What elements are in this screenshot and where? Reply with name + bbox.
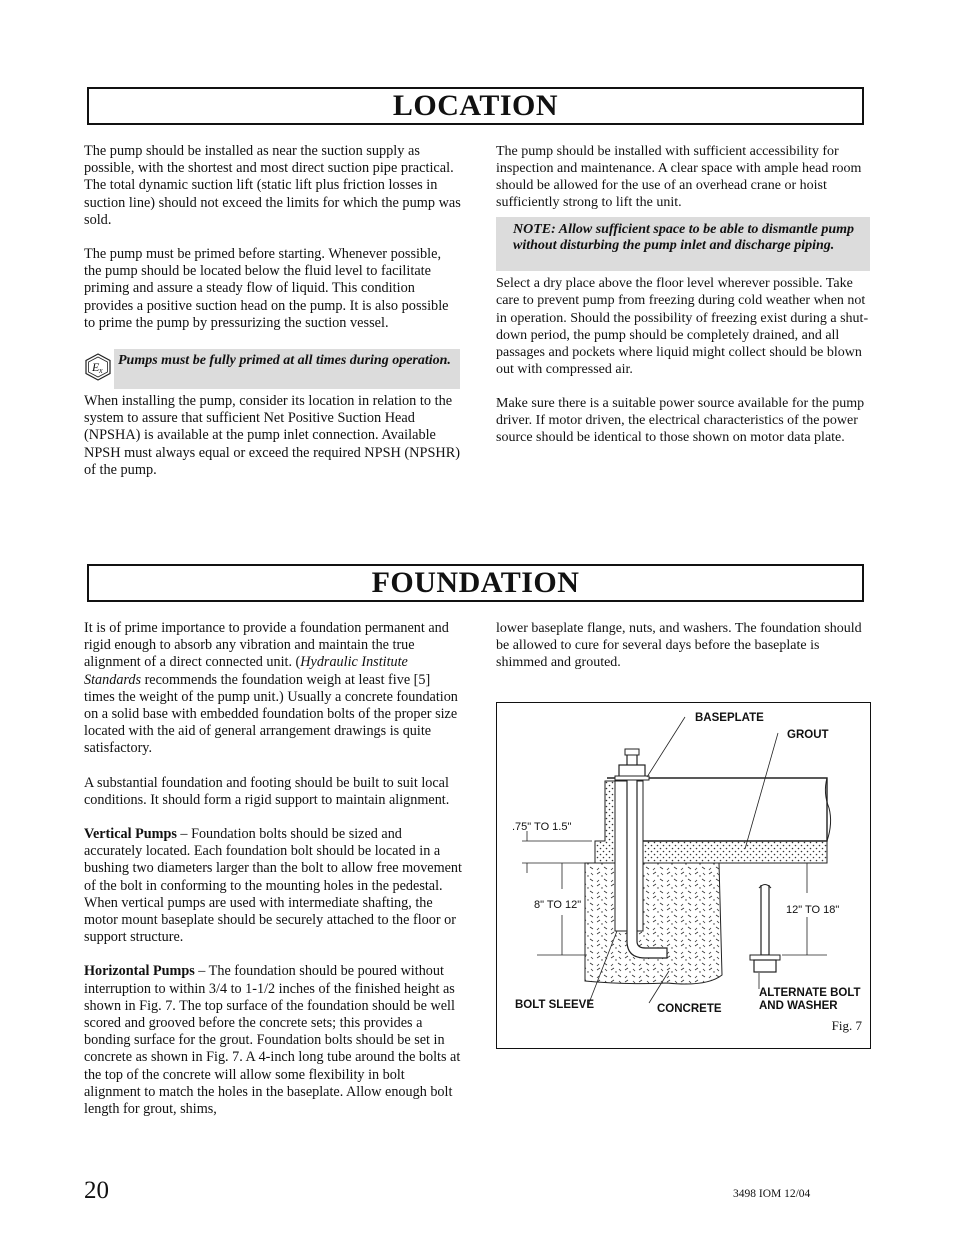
label-concrete: CONCRETE	[657, 1003, 722, 1015]
bolt-washer	[615, 776, 649, 780]
alternate-bolt	[761, 885, 769, 955]
hydraulic-institute-standards: Hydraulic Institute Standards	[84, 654, 408, 688]
horizontal-pumps-label: Horizontal Pumps	[84, 963, 195, 980]
location-paragraph-npsh: When installing the pump, consider its location in relation to the system to assure that sufficient Net Positive Suction Head (NPSHA) is available at the pump inlet connection. Available NPSH must always equal or exceed the required NPSH (NPSHR) of the pump.	[84, 393, 461, 478]
label-dim-grout-thickness: .75" TO 1.5"	[512, 821, 572, 833]
svg-text:x: x	[99, 366, 103, 376]
alternate-bolt-washer	[750, 955, 780, 960]
figure-caption: Fig. 7	[831, 1018, 862, 1033]
alternate-bolt-nut	[754, 960, 776, 972]
explosion-proof-note	[84, 349, 462, 389]
location-paragraph-power: Make sure there is a suitable power source available for the pump driver. If motor driven, the electrical characteristics of the power source should be identical to those shown on motor data plate.	[496, 395, 865, 446]
figure-7-foundation-diagram	[496, 702, 871, 1049]
concrete-foundation	[585, 863, 722, 984]
location-left-column	[84, 143, 462, 496]
explosion-proof-note-text: Pumps must be fully primed at all times during operation.	[114, 349, 460, 389]
location-title: LOCATION	[87, 87, 864, 125]
label-alternate-bolt: ALTERNATE BOLT	[759, 987, 861, 999]
foundation-paragraph-importance-a: It is of prime importance to provide a foundation permanent and rigid enough to absorb any vibration and maintain the true alignment of a direct connected unit. (	[84, 620, 449, 671]
location-paragraph-suction: The pump should be installed as near the suction supply as possible, with the shortest and most direct suction pipe practical. The total dynamic suction lift (static lift plus friction losses in suction line) should not exceed the limits for which the pump was sold.	[84, 143, 461, 228]
bolt-tip	[625, 749, 639, 755]
location-paragraph-freezing: Select a dry place above the floor level wherever possible. Take care to prevent pump from freezing during cold weather when not in operation. Should the possibility of freezing exist during a shut-down period, the pump should be completely drained, and all passages and pockets where liquid might collect should be blown out with compressed air.	[496, 276, 869, 377]
foundation-paragraph-cure: lower baseplate flange, nuts, and washers. The foundation should be allowed to cure for several days before the baseplate is shimmed and grouted.	[496, 621, 862, 671]
label-dim-concrete-depth: 8" TO 12"	[534, 899, 582, 911]
page-number: 20	[84, 1177, 109, 1204]
foundation-paragraph-importance-b: recommends the foundation weigh at least five [5] times the weight of the pump unit.) Usually a concrete foundation on a solid base with embedded foundation bolts of the proper size located with the aid of general arrangement drawings is quite satisfactory.	[84, 671, 458, 757]
vertical-pumps-text: – Foundation bolts should be sized and accurately located. Each foundation bolt should be located in a bushing two diameters larger than the bolt to allow free movement of the bolt in conforming to the mounting holes in the pedestal. When vertical pumps are used with intermediate shafting, the motor mount baseplate should be securely attached to the floor or support structure.	[84, 826, 462, 946]
foundation-left-column	[84, 620, 462, 1135]
foundation-paragraph-horizontal	[84, 963, 462, 1118]
label-grout: GROUT	[787, 729, 829, 741]
label-bolt-sleeve: BOLT SLEEVE	[515, 999, 595, 1011]
explosion-proof-ex-icon	[84, 353, 112, 381]
foundation-diagram-svg	[497, 703, 870, 1048]
bolt-nut	[619, 765, 645, 777]
location-paragraph-accessibility: The pump should be installed with sufficient accessibility for inspection and maintenance. A clear space with ample head room should be allowed for the use of an overhead crane or hoist sufficiently strong to lift the unit.	[496, 144, 862, 211]
svg-text:E: E	[92, 360, 100, 375]
vertical-pumps-label: Vertical Pumps	[84, 826, 177, 843]
location-right-column	[496, 143, 872, 463]
label-baseplate: BASEPLATE	[695, 712, 764, 724]
foundation-title: FOUNDATION	[87, 564, 864, 602]
foundation-paragraph-importance	[84, 620, 462, 758]
foundation-right-column	[496, 620, 872, 689]
foundation-paragraph-footing: A substantial foundation and footing should be built to suit local conditions. It should form a rigid support to maintain alignment.	[84, 774, 450, 808]
document-code: 3498 IOM 12/04	[733, 1188, 811, 1200]
foundation-paragraph-vertical	[84, 826, 462, 946]
horizontal-pumps-text: – The foundation should be poured without interruption to within 3/4 to 1-1/2 inches of the finished height as shown in Fig. 7. The top surface of the foundation should be well scored and grooved before the concrete sets; this provides a bonding surface for the grout. Foundation bolts should be set in concrete as shown in Fig. 7. A 4-inch long tube around the bolts at the top of the concrete will allow some flexibility in bolt alignment to match the holes in the baseplate. Allow enough bolt length for grout, shims,	[84, 963, 461, 1118]
location-paragraph-priming: The pump must be primed before starting. Whenever possible, the pump should be located below the fluid level to facilitate priming and assure a steady flow of liquid. This condition provides a positive suction head on the pump. It is also possible to prime the pump by pressurizing the suction vessel.	[84, 246, 449, 331]
label-dim-alt-bolt-depth: 12" TO 18"	[786, 904, 840, 916]
dismantle-note: NOTE: Allow sufficient space to be able to dismantle pump without disturbing the pump inlet and discharge piping.	[496, 217, 870, 271]
label-and-washer: AND WASHER	[759, 1000, 838, 1012]
